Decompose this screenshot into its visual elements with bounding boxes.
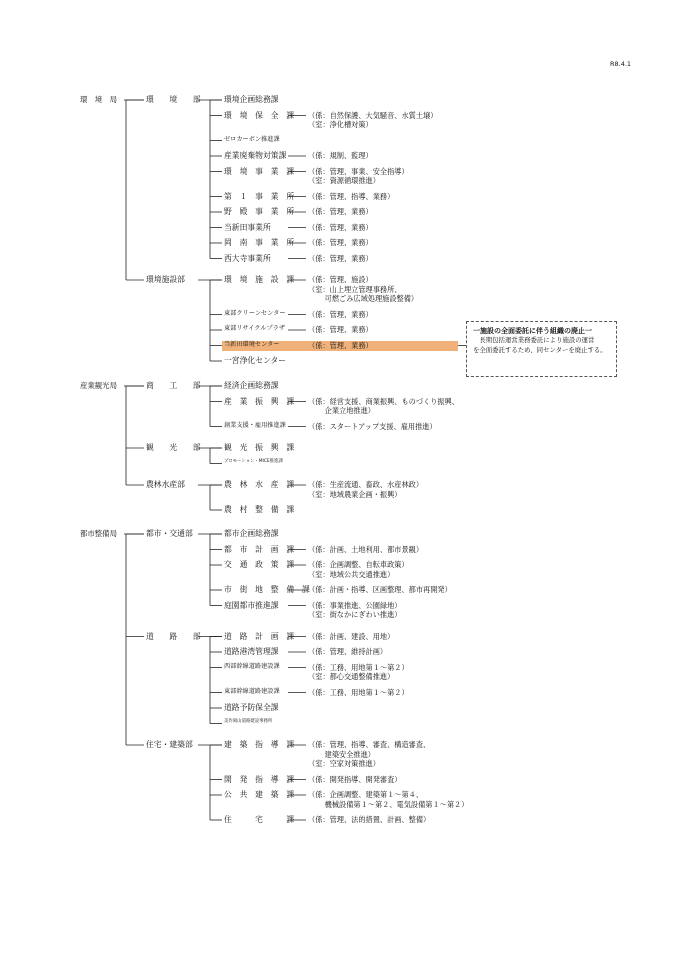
unit-detail: （係：管理、業務）: [308, 309, 373, 319]
unit-detail: （係：規制、監理）: [308, 151, 373, 160]
unit-detail: （係：計画、土地利用、都市景観）: [308, 544, 424, 554]
section-name: 都 市 計 画 課: [224, 544, 295, 554]
section-name: 東部リサイクルプラザ: [224, 325, 286, 332]
section-name: 産 業 振 興 課: [224, 396, 295, 406]
section-name: 観 光 振 興 課: [224, 443, 295, 452]
unit-detail: 機械設備第１～第２、電気設備第１～第２）: [308, 799, 469, 809]
unit-detail: （室：空家対策推進）: [308, 759, 380, 768]
revision-date: R8.4.1: [610, 60, 632, 68]
note-line-1: 長期包括運営業務委託により施設の運営: [479, 336, 595, 345]
bureau-name: 都市整備局: [80, 529, 117, 538]
unit-detail: （係：開発指導、開発審査）: [308, 774, 402, 784]
bureau-name: 環 境 局: [80, 95, 117, 104]
section-name: 当新田事業所: [224, 222, 271, 232]
section-name: 環 境 事 業 課: [224, 166, 295, 176]
section-name: 一宮浄化センター: [224, 356, 287, 365]
department-name: 商 工 部: [146, 381, 201, 390]
unit-detail: （係：企画調整、建築第１～第４、: [308, 790, 424, 799]
department-name: 都市・交通部: [146, 529, 193, 538]
unit-detail: 企業立地推進）: [308, 406, 375, 415]
unit-detail: （係：管理、業務）: [308, 238, 373, 247]
section-name: 道路予防保全課: [224, 703, 279, 712]
unit-detail: （係：管理、指導、業務）: [308, 191, 395, 201]
unit-detail: （係：管理、施設）: [308, 275, 373, 284]
unit-detail: （係：管理、業務）: [308, 340, 373, 350]
unit-detail: （室：浄化槽対策）: [308, 120, 373, 129]
section-name: 環境企画総務課: [224, 95, 279, 104]
unit-detail: （係：経営支援、商業振興、ものづくり振興、: [308, 396, 459, 406]
section-name: 野 殿 事 業 所: [224, 207, 295, 216]
abolition-note-box: [466, 321, 617, 377]
section-name: 経済企画総務課: [224, 381, 279, 390]
unit-detail: （係：管理、業務）: [308, 207, 373, 216]
unit-detail: （係：事業推進、公園緑地）: [308, 600, 402, 610]
section-name: 産業廃棄物対策課: [224, 151, 287, 160]
section-name: 東部幹線道路建設課: [224, 687, 280, 695]
unit-detail: （係：生産流通、畜政、水産林政）: [308, 480, 424, 489]
unit-detail: （係：管理、指導、審査、構造審査、: [308, 740, 431, 749]
unit-detail: （係：計画、建設、用地）: [308, 631, 395, 641]
section-name: 西部幹線道路建設課: [224, 662, 280, 670]
section-name: ゼロカーボン推進課: [224, 135, 280, 143]
section-name: 農 村 整 備 課: [224, 505, 295, 514]
unit-detail: （室：山上埋立管理事務所、: [308, 284, 402, 294]
section-name: 農 林 水 産 課: [224, 480, 295, 489]
unit-detail: （係：管理、業務）: [308, 325, 373, 334]
department-name: 観 光 部: [146, 443, 201, 452]
unit-detail: （係：管理、事業、安全指導）: [308, 166, 409, 176]
department-name: 道 路 部: [146, 631, 201, 641]
unit-detail: （係：工務、用地第１～第２）: [308, 687, 409, 697]
unit-detail: 建築安全推進）: [308, 749, 375, 759]
section-name: 第 １ 事 業 所: [224, 191, 295, 201]
unit-detail: （係：管理、法的措置、計画、整備）: [308, 815, 431, 824]
section-name: 道 路 計 画 課: [224, 631, 295, 641]
section-name: 環 境 保 全 課: [224, 110, 295, 120]
section-name: 交 通 政 策 課: [224, 560, 295, 569]
section-name: 東部クリーンセンター: [224, 309, 286, 317]
section-name: 道路港湾管理課: [224, 647, 279, 656]
unit-detail: （係：企画調整、自転車政策）: [308, 560, 409, 569]
unit-detail: （係：管理、業務）: [308, 222, 373, 232]
unit-detail: （室：街なかにぎわい推進）: [308, 610, 402, 619]
department-name: 環境施設部: [146, 275, 185, 284]
section-name: 都市企画総務課: [224, 529, 279, 538]
unit-detail: （室：都心交通整備推進）: [308, 672, 395, 681]
note-body: [473, 336, 610, 355]
unit-detail: （係：スタートアップ支援、雇用推進）: [308, 421, 437, 431]
note-line-2: を全面委託するため、同センターを廃止する。: [473, 345, 607, 354]
section-name: 建 築 指 導 課: [224, 740, 295, 749]
section-name: 住 宅 課: [224, 815, 295, 824]
bureau-name: 産業観光局: [80, 381, 117, 390]
unit-detail: （係：管理、業務）: [308, 253, 373, 263]
unit-detail: （係：計画・指導、区画整理、都市再開発）: [308, 585, 452, 594]
department-name: 環 境 部: [146, 95, 201, 104]
section-name: 開 発 指 導 課: [224, 774, 295, 784]
section-name: プロモーション・MICE推進課: [224, 458, 283, 464]
unit-detail: （係：工務、用地第１～第２）: [308, 662, 409, 672]
section-name: 公 共 建 築 課: [224, 790, 295, 799]
unit-detail: 可燃ごみ広域処理施設整備）: [308, 294, 419, 303]
section-name: 西大寺事業所: [224, 253, 271, 263]
department-name: 農林水産部: [146, 480, 185, 489]
section-name: 当新田環境センター: [224, 340, 280, 348]
section-name: 市 街 地 整 備 課: [224, 585, 310, 594]
section-name: 環 境 施 設 課: [224, 275, 295, 284]
department-name: 住宅・建築部: [146, 740, 193, 749]
section-name: 岡 南 事 業 所: [224, 238, 295, 247]
unit-detail: （室：地域公共交通推進）: [308, 569, 395, 579]
unit-detail: （室：地域農業企画・振興）: [308, 489, 402, 499]
unit-detail: （係：自然保護、大気騒音、水質土壌）: [308, 110, 438, 120]
unit-detail: （室：資源循環推進）: [308, 176, 380, 185]
section-name: 美作岡山道路建設事務所: [224, 718, 273, 724]
unit-detail: （係：管理、維持計画）: [308, 647, 388, 656]
section-name: 創業支援・雇用推進課: [224, 421, 286, 429]
section-name: 庭園都市推進課: [224, 600, 279, 610]
note-title: 一施設の全面委託に伴う組織の廃止一: [473, 327, 592, 335]
